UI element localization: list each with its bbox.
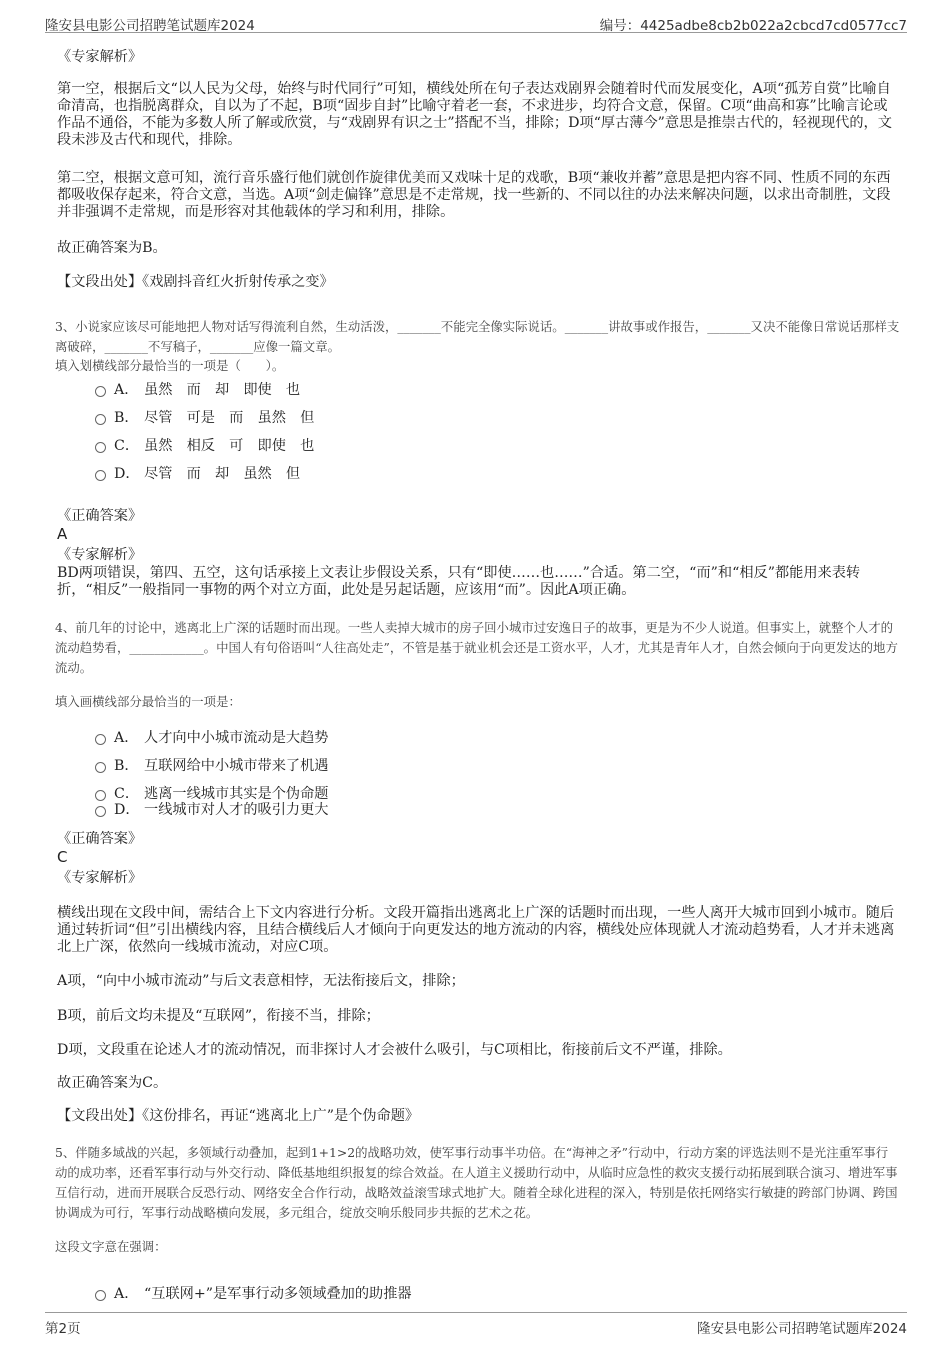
expert-analysis-label: 《专家解析》 bbox=[57, 870, 143, 886]
correct-answer: C bbox=[57, 848, 68, 866]
option-letter: C． bbox=[114, 786, 140, 802]
analysis-conclusion: 故正确答案为C。 bbox=[57, 1075, 168, 1091]
option-text: 一线城市对人才的吸引力更大 bbox=[144, 802, 329, 818]
radio-icon[interactable] bbox=[95, 414, 106, 425]
option-letter: A． bbox=[114, 1286, 139, 1302]
page-footer bbox=[45, 1312, 907, 1343]
option-letter: A． bbox=[114, 382, 139, 398]
header-title: 隆安县电影公司招聘笔试题库2024 bbox=[45, 18, 255, 34]
option-text: 虽然 而 却 即使 也 bbox=[144, 382, 301, 398]
option-letter: D． bbox=[114, 466, 140, 482]
option-text: 尽管 可是 而 虽然 但 bbox=[144, 410, 315, 426]
radio-icon[interactable] bbox=[95, 762, 106, 773]
option-text: 互联网给中小城市带来了机遇 bbox=[144, 758, 329, 774]
question-4-prompt: 填入画横线部分最恰当的一项是： bbox=[55, 694, 241, 709]
analysis-paragraph: B项，前后文均未提及“互联网”，衔接不当，排除； bbox=[57, 1008, 380, 1024]
correct-answer-label: 《正确答案》 bbox=[57, 831, 143, 847]
analysis-paragraph: A项，“向中小城市流动”与后文表意相悖，无法衔接后文，排除； bbox=[57, 973, 465, 989]
option-text: 虽然 相反 可 即使 也 bbox=[144, 438, 315, 454]
radio-icon[interactable] bbox=[95, 442, 106, 453]
analysis-conclusion: 故正确答案为B。 bbox=[57, 240, 167, 256]
source-citation: 【文段出处】《这份排名，再证“逃离北上广”是个伪命题》 bbox=[57, 1108, 420, 1124]
option-text: “互联网+”是军事行动多领域叠加的助推器 bbox=[144, 1286, 412, 1302]
option-a[interactable] bbox=[95, 1283, 412, 1303]
option-c[interactable] bbox=[95, 435, 314, 455]
page-header bbox=[45, 0, 907, 33]
option-a[interactable] bbox=[95, 379, 300, 399]
question-5-prompt: 这段文字意在强调： bbox=[55, 1239, 167, 1254]
header-doc-id: 编号：4425adbe8cb2b022a2cbcd7cd0577cc7 bbox=[599, 18, 907, 34]
question-3-text: 3、小说家应该尽可能地把人物对话写得流利自然，生动活泼，_______不能完全像实际说话。_______讲故事或作报告，_______又决不能像日常说话那样支离破碎，_______不写稿子，_______应像一篇文章。 bbox=[55, 319, 900, 354]
correct-answer-label: 《正确答案》 bbox=[57, 508, 143, 524]
source-citation: 【文段出处】《戏剧抖音红火折射传承之变》 bbox=[57, 274, 334, 290]
option-letter: D． bbox=[114, 802, 140, 818]
radio-icon[interactable] bbox=[95, 1290, 106, 1301]
option-letter: B． bbox=[114, 410, 139, 426]
radio-icon[interactable] bbox=[95, 386, 106, 397]
option-d[interactable] bbox=[95, 799, 328, 819]
radio-icon[interactable] bbox=[95, 470, 106, 481]
analysis-paragraph: 横线出现在文段中间，需结合上下文内容进行分析。文段开篇指出逃离北上广深的话题时而出现，一些人离开大城市回到小城市。随后通过转折词“但”引出横线内容，且结合横线后人才倾向于向更发达的地方流动的内容，横线处应体现就人才流动趋势看，人才并未逃离北上广深，依然向一线城市流动，对应C项。 bbox=[57, 905, 895, 955]
analysis-paragraph: 第二空，根据文意可知，流行音乐盛行他们就创作旋律优美而又戏味十足的戏歌，B项“兼收并蓄”意思是把内容不同、性质不同的东西都吸收保存起来，符合文意，当选。A项“剑走偏锋”意思是不走常规，找一些新的、不同以往的办法来解决问题，以求出奇制胜，文段并非强调不走常规，而是形容对其他载体的学习和利用，排除。 bbox=[57, 170, 891, 220]
analysis-paragraph: BD两项错误，第四、五空，这句话承接上文表让步假设关系，只有“即使……也……”合适。第二空，“而”和“相反”都能用来表转折，“相反”一般指同一事物的两个对立方面，此处是另起话题，应该用“而”。因此A项正确。 bbox=[57, 565, 861, 598]
correct-answer: A bbox=[57, 525, 68, 543]
option-d[interactable] bbox=[95, 463, 300, 483]
option-text: 逃离一线城市其实是个伪命题 bbox=[144, 786, 329, 802]
option-letter: A． bbox=[114, 730, 139, 746]
question-4-text: 4、前几年的讨论中，逃离北上广深的话题时而出现。一些人卖掉大城市的房子回小城市过安逸日子的故事，更是为不少人说道。但事实上，就整个人才的流动趋势看，____________。中国人有句俗语叫“人往高处走”，不管是基于就业机会还是工资水平，人才，尤其是青年人才，自然会倾向于向更发达的地方流动。 bbox=[55, 620, 898, 675]
expert-analysis-label: 《专家解析》 bbox=[57, 49, 143, 65]
analysis-paragraph: D项，文段重在论述人才的流动情况，而非探讨人才会被什么吸引，与C项相比，衔接前后文不严谨，排除。 bbox=[57, 1042, 732, 1058]
option-a[interactable] bbox=[95, 727, 328, 747]
analysis-paragraph: 第一空，根据后文“以人民为父母，始终与时代同行”可知，横线处所在句子表达戏剧界会随着时代而发展变化，A项“孤芳自赏”比喻自命清高，也指脱离群众，自以为了不起，B项“固步自封”比喻守着老一套，不求进步，均符合文意，保留。C项“曲高和寡”比喻言论或作品不通俗，不能为多数人所了解或欣赏，与“戏剧界有识之士”搭配不当，排除；D项“厚古薄今”意思是推崇古代的，轻视现代的，文段未涉及古代和现代，排除。 bbox=[57, 81, 892, 148]
question-3-prompt: 填入划横线部分最恰当的一项是（ ）。 bbox=[55, 358, 285, 373]
footer-title: 隆安县电影公司招聘笔试题库2024 bbox=[697, 1321, 907, 1337]
option-text: 尽管 而 却 虽然 但 bbox=[144, 466, 301, 482]
question-5-text: 5、伴随多域战的兴起，多领域行动叠加，起到1+1>2的战略功效，使军事行动事半功倍。在“海神之矛”行动中，行动方案的评选法则不是光注重军事行动的成功率，还看军事行动与外交行动、降低基地组织报复的综合效益。在人道主义援助行动中，从临时应急性的救灾支援行动拓展到联合演习、增进军事互信行动，进而开展联合反恐行动、网络安全合作行动，战略效益滚雪球式地扩大。随着全球化进程的深入，特别是依托网络实行敏捷的跨部门协调、跨国协调成为可行，军事行动战略横向发展，多元组合，绽放交响乐般同步共振的艺术之花。 bbox=[55, 1145, 898, 1220]
radio-icon[interactable] bbox=[95, 734, 106, 745]
page-number: 第2页 bbox=[45, 1321, 81, 1337]
option-text: 人才向中小城市流动是大趋势 bbox=[144, 730, 329, 746]
radio-icon[interactable] bbox=[95, 806, 106, 817]
option-b[interactable] bbox=[95, 755, 328, 775]
option-letter: B． bbox=[114, 758, 139, 774]
option-letter: C． bbox=[114, 438, 140, 454]
option-b[interactable] bbox=[95, 407, 314, 427]
expert-analysis-label: 《专家解析》 bbox=[57, 547, 143, 563]
